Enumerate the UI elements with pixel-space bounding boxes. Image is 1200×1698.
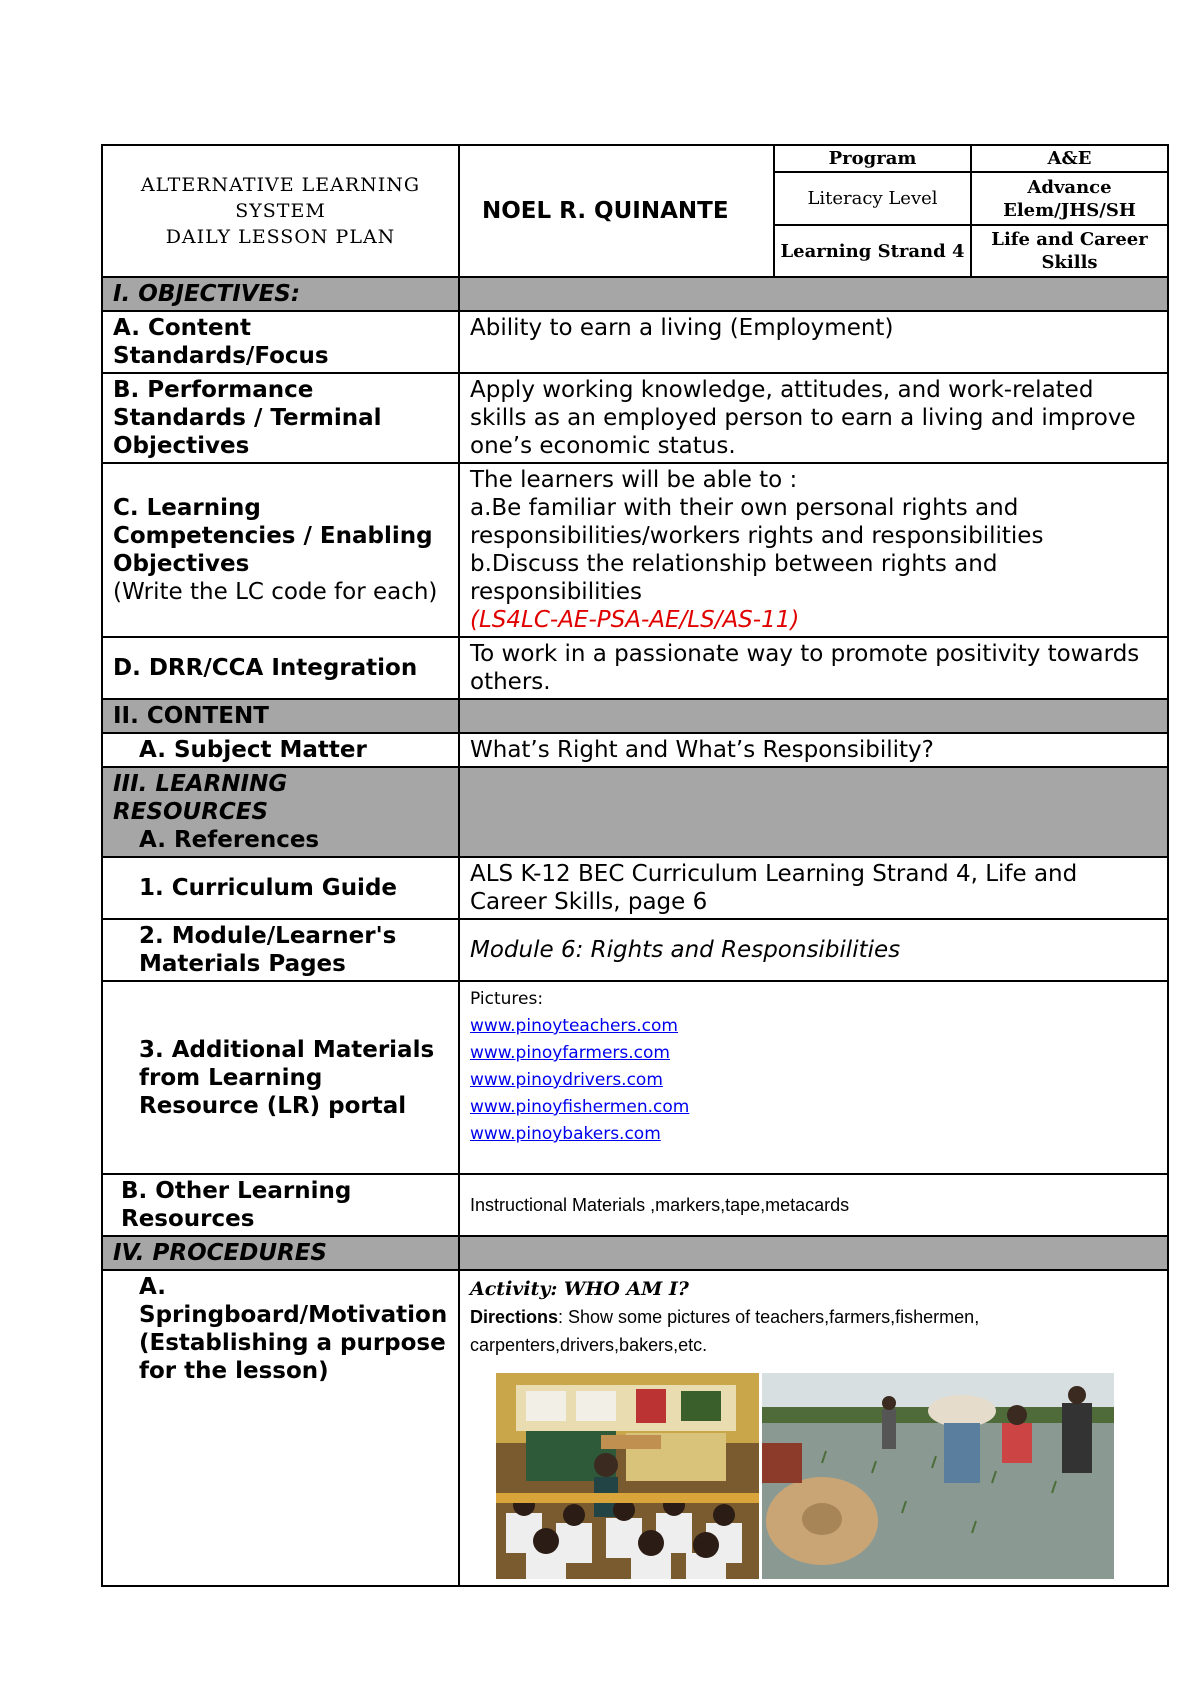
program-value: A&E — [971, 145, 1168, 172]
pictures-strip — [470, 1373, 1157, 1583]
literacy-value: Advance Elem/JHS/SH — [971, 172, 1168, 225]
resources-section-title: III. LEARNING RESOURCES — [113, 771, 288, 825]
subject-matter-label: A. Subject Matter — [102, 733, 459, 767]
content-standards-value: Ability to earn a living (Employment) — [459, 311, 1168, 373]
other-resources-label: B. Other Learning Resources — [102, 1174, 459, 1236]
drr-label: D. DRR/CCA Integration — [102, 637, 459, 699]
curriculum-guide-value: ALS K-12 BEC Curriculum Learning Strand 4, Life and Career Skills, page 6 — [459, 857, 1168, 919]
competencies-code: (LS4LC-AE-PSA-AE/LS/AS-11) — [470, 607, 800, 633]
additional-materials-label: 3. Additional Materials from Learning Resource (LR) portal — [102, 981, 459, 1174]
resources-section-cell — [102, 767, 459, 857]
link-pinoyfarmers[interactable]: www.pinoyfarmers.com — [470, 1043, 670, 1063]
header-org-cell — [102, 145, 459, 277]
org-line-2: SYSTEM — [235, 200, 326, 222]
additional-materials-cell — [459, 981, 1168, 1174]
resources-section-fill — [459, 767, 1168, 857]
teacher-name: NOEL R. QUINANTE — [459, 145, 774, 277]
module-label: 2. Module/Learner's Materials Pages — [102, 919, 459, 981]
activity-title: Activity: WHO AM I? — [470, 1278, 689, 1300]
curriculum-guide-label: 1. Curriculum Guide — [102, 857, 459, 919]
springboard-label: A. Springboard/Motivation (Establishing a purpose for the lesson) — [102, 1270, 459, 1586]
org-line-1: ALTERNATIVE LEARNING — [140, 174, 421, 196]
competencies-value-cell — [459, 463, 1168, 637]
references-title: A. References — [139, 827, 320, 853]
pictures-label: Pictures: — [470, 989, 544, 1009]
springboard-cell — [459, 1270, 1168, 1586]
rice-farmers-photo — [762, 1373, 1114, 1579]
content-section-fill — [459, 699, 1168, 733]
content-standards-label: A. Content Standards/Focus — [102, 311, 459, 373]
content-section-title: II. CONTENT — [102, 699, 459, 733]
directions-text: : Show some pictures of teachers,farmers,fishermen, carpenters,drivers,bakers,etc. — [470, 1307, 980, 1355]
classroom-photo — [496, 1373, 759, 1579]
objectives-section-fill — [459, 277, 1168, 311]
org-line-3: DAILY LESSON PLAN — [165, 226, 396, 248]
competencies-b: b.Discuss the relationship between rights and responsibilities — [470, 551, 998, 605]
competencies-label-cell — [102, 463, 459, 637]
link-pinoydrivers[interactable]: www.pinoydrivers.com — [470, 1070, 663, 1090]
procedures-section-title: IV. PROCEDURES — [102, 1236, 459, 1270]
directions-line — [470, 1303, 1157, 1359]
competencies-intro: The learners will be able to : — [470, 467, 798, 493]
drr-value: To work in a passionate way to promote positivity towards others. — [459, 637, 1168, 699]
strand-value: Life and Career Skills — [971, 225, 1168, 277]
link-pinoyfishermen[interactable]: www.pinoyfishermen.com — [470, 1097, 690, 1117]
lesson-plan-page — [101, 144, 1167, 1587]
competencies-label: C. Learning Competencies / Enabling Objectives — [113, 495, 433, 577]
competencies-a: a.Be familiar with their own personal rights and responsibilities/workers rights and responsibilities — [470, 495, 1044, 549]
procedures-section-fill — [459, 1236, 1168, 1270]
link-pinoybakers[interactable]: www.pinoybakers.com — [470, 1124, 661, 1144]
performance-standards-value: Apply working knowledge, attitudes, and work-related skills as an employed person to earn a living and improve one’s economic status. — [459, 373, 1168, 463]
link-pinoyteachers[interactable]: www.pinoyteachers.com — [470, 1016, 678, 1036]
competencies-note: (Write the LC code for each) — [113, 579, 438, 605]
program-label: Program — [774, 145, 971, 172]
performance-standards-label: B. Performance Standards / Terminal Objectives — [102, 373, 459, 463]
module-value: Module 6: Rights and Responsibilities — [459, 919, 1168, 981]
lesson-plan-table — [101, 144, 1169, 1587]
subject-matter-value: What’s Right and What’s Responsibility? — [459, 733, 1168, 767]
objectives-section-title: I. OBJECTIVES: — [102, 277, 459, 311]
other-resources-value: Instructional Materials ,markers,tape,metacards — [459, 1174, 1168, 1236]
literacy-label: Literacy Level — [774, 172, 971, 225]
directions-label: Directions — [470, 1307, 559, 1327]
strand-label: Learning Strand 4 — [774, 225, 971, 277]
